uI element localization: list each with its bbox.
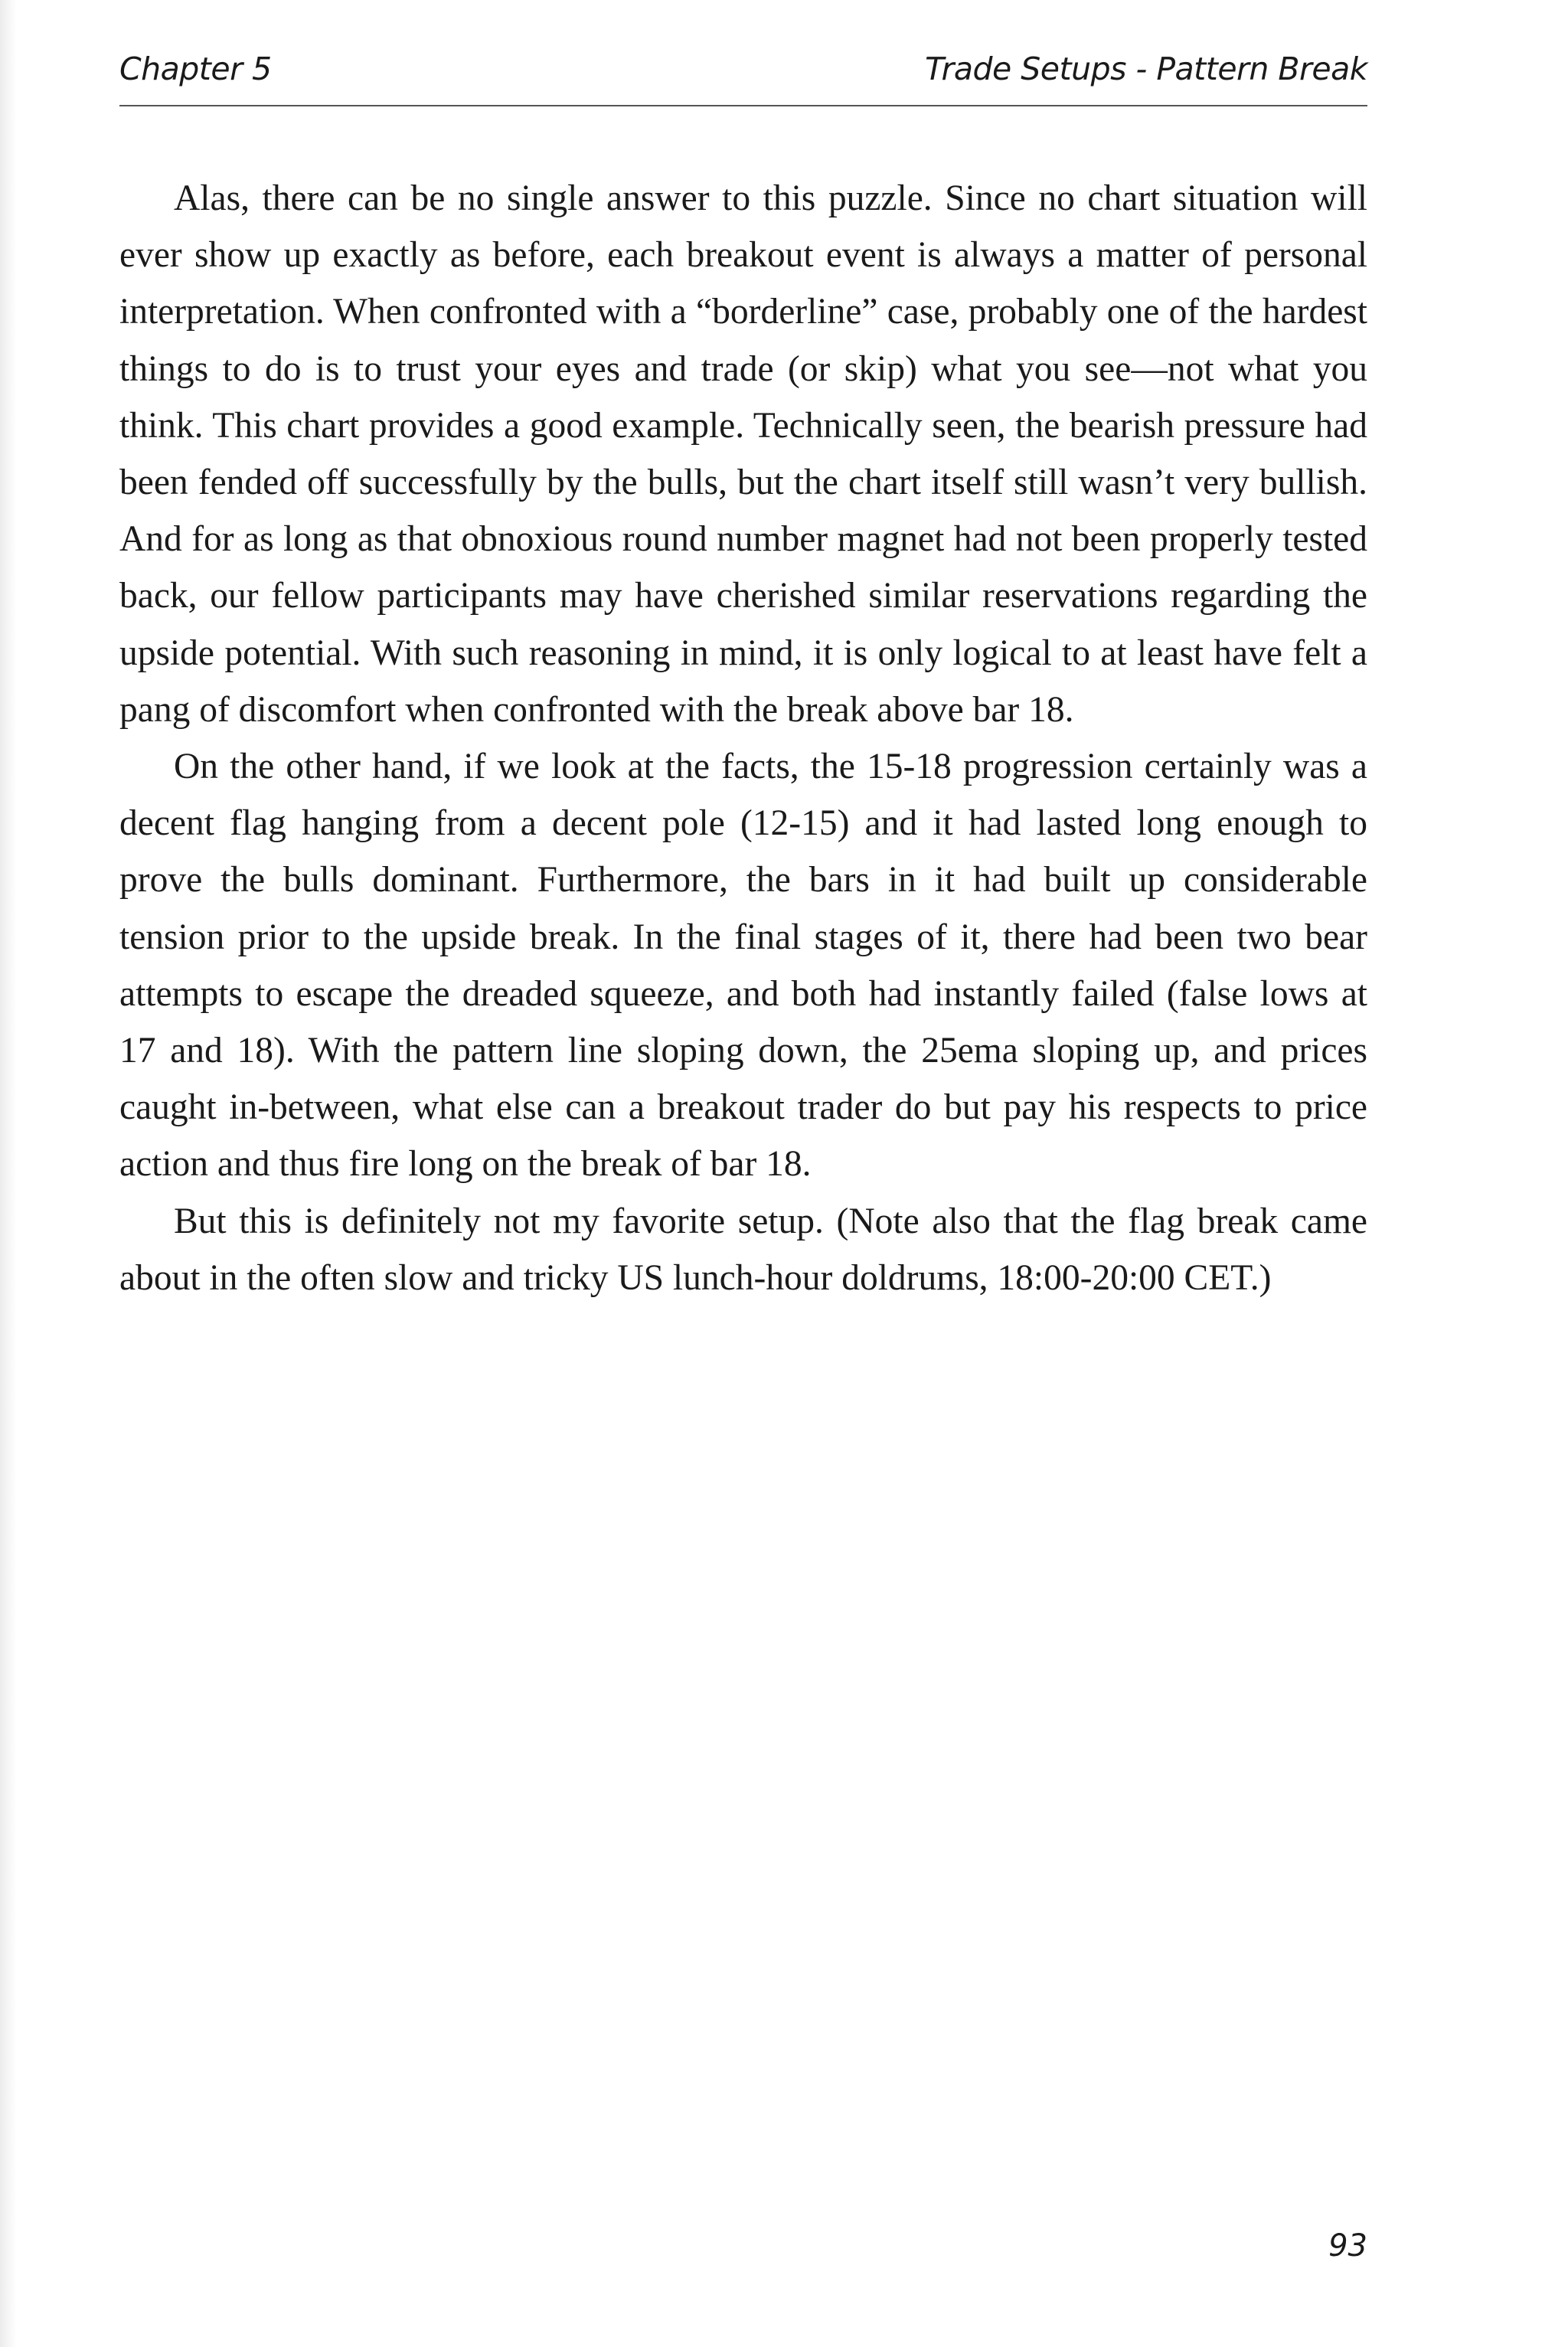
page-number: 93 bbox=[1328, 2228, 1367, 2264]
paragraph: On the other hand, if we look at the facts, the 15-18 progression certainly was a decent flag hanging from a decent pole (12-15) and it had lasted long enough to prove the bulls dominant. Furthermore, the bars in it had built up considerable tension prior to the upside break. In the final stages of it, there had been two bear attempts to escape the dreaded squeeze, and both had instantly failed (false lows at 17 and 18). With the pattern line sloping down, the 25ema sloping up, and prices caught in-between, what else can a breakout trader do but pay his respects to price action and thus fire long on the break of bar 18. bbox=[119, 747, 1367, 1185]
header-rule bbox=[119, 105, 1367, 106]
paragraph: Alas, there can be no single answer to this puzzle. Since no chart situation will ever show up exactly as before, each breakout event is always a matter of personal interpretation. When confronted with a “borderline” case, probably one of the hardest things to do is to trust your eyes and trade (or skip) what you see—not what you think. This chart provides a good example. Technically seen, the bearish pressure had been fended off successfully by the bulls, but the chart itself still wasn’t very bullish. And for as long as that obnoxious round number magnet had not been properly tested back, our fellow participants may have cherished similar reservations regarding the upside potential. With such reasoning in mind, it is only logical to at least have felt a pang of discomfort when confronted with the break above bar 18. bbox=[119, 178, 1367, 730]
page-edge-shadow bbox=[0, 0, 17, 2347]
running-header bbox=[119, 43, 1367, 104]
body-text bbox=[119, 170, 1367, 1306]
chapter-label: Chapter 5 bbox=[119, 51, 272, 87]
paragraph: But this is definitely not my favorite setup. (Note also that the flag break came about in the often slow and tricky US lunch-hour doldrums, 18:00-20:00 CET.) bbox=[119, 1201, 1367, 1298]
section-title: Trade Setups - Pattern Break bbox=[925, 51, 1367, 87]
